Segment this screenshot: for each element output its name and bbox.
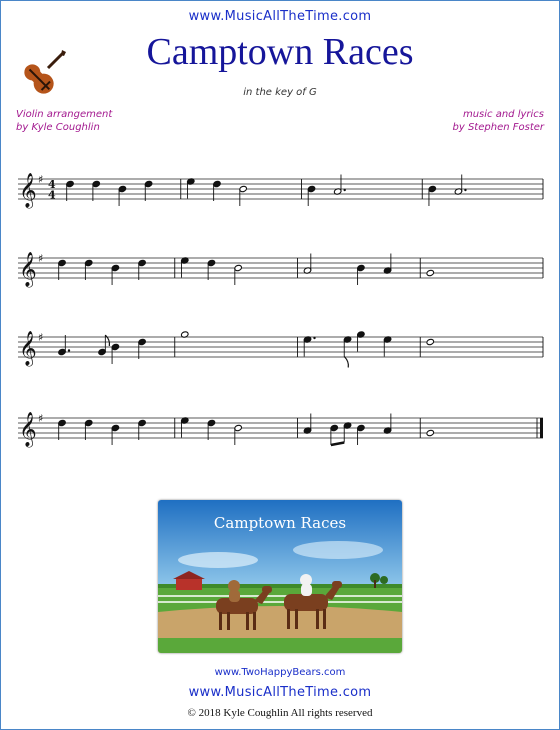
site-url-top[interactable]: www.MusicAllTheTime.com (188, 9, 372, 24)
dot (68, 349, 70, 351)
key-note: in the key of G (243, 87, 317, 98)
time-signature-top: 4 (48, 178, 56, 191)
key-signature-sharp: ♯ (38, 331, 44, 344)
arranger-line-2: by Kyle Coughlin (16, 122, 100, 133)
dot (343, 189, 345, 191)
note-head (426, 338, 434, 345)
staff-system (18, 331, 543, 368)
secondary-site-url[interactable]: www.TwoHappyBears.com (214, 667, 346, 678)
illustration (158, 500, 402, 653)
key-signature-sharp: ♯ (38, 252, 44, 265)
dot (313, 337, 315, 339)
composer-line-2: by Stephen Foster (452, 122, 544, 133)
note-head (426, 269, 434, 276)
illustration-title: Camptown Races (213, 514, 347, 532)
composer-line-1: music and lyrics (462, 109, 544, 120)
treble-clef: 𝄞 (19, 412, 37, 447)
song-title: Camptown Races (146, 31, 414, 73)
note-flag (344, 357, 348, 368)
time-signature-bottom: 4 (48, 188, 56, 202)
treble-clef: 𝄞 (19, 173, 37, 208)
key-signature-sharp: ♯ (38, 412, 44, 425)
site-url-bottom[interactable]: www.MusicAllTheTime.com (188, 685, 372, 700)
dot (464, 189, 466, 191)
arranger-line-1: Violin arrangement (16, 109, 113, 120)
note-head (426, 429, 434, 436)
key-signature-sharp: ♯ (38, 173, 44, 186)
note-beam (331, 443, 344, 446)
treble-clef: 𝄞 (19, 331, 37, 366)
copyright-notice: © 2018 Kyle Coughlin All rights reserved (187, 707, 373, 719)
treble-clef: 𝄞 (19, 252, 37, 287)
staff-system (18, 173, 543, 209)
staff-system (18, 252, 543, 288)
staff-system (18, 412, 543, 448)
